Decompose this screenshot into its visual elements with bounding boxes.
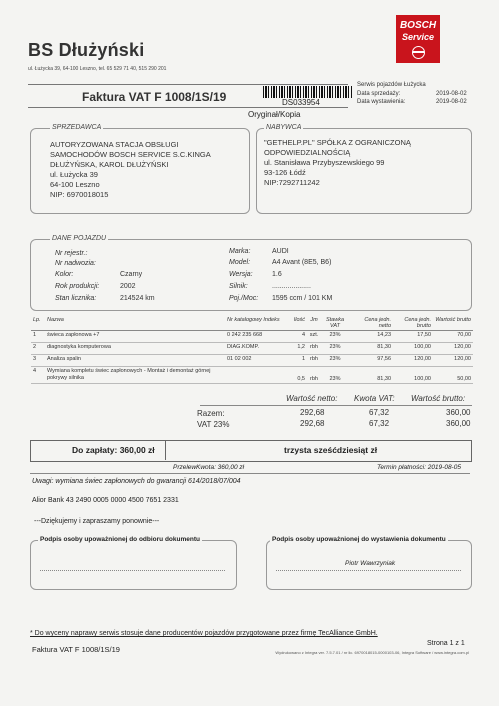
pricing-note: * Do wyceny naprawy serwis stosuje dane producentów pojazdów przygotowane przez firmę TecAlliance GmbH. [30, 630, 378, 637]
reg-number-label: Nr rejestr.: [55, 250, 88, 257]
service-place: Serwis pojazdów Łużycka [357, 82, 426, 88]
thanks-note: ---Dziękujemy i zapraszamy ponownie--- [34, 518, 160, 525]
col-unit: Jm [307, 316, 321, 331]
total-vat: 67,32 [369, 408, 390, 417]
color-label: Kolor: [55, 271, 74, 278]
issue-signature-label: Podpis osoby upoważnionej do wystawienia dokumentu [272, 536, 446, 543]
vehicle-label: DANE POJAZDU [52, 235, 107, 242]
payment-due: Termin płatności: 2019-08-05 [377, 464, 461, 471]
make-value: AUDI [272, 248, 289, 255]
color-value: Czarny [120, 271, 143, 278]
version-value: 1.6 [272, 271, 282, 278]
barcode [263, 86, 353, 98]
year-label: Rok produkcji: [55, 283, 100, 290]
gross-value-label: Wartość brutto: [411, 394, 466, 403]
company-address: ul. Łużycka 39, 64-100 Leszno, tel. 65 529 71 40, 515 290 201 [28, 66, 167, 72]
total-gross: 360,00 [446, 408, 471, 417]
engine-value: .................... [272, 283, 311, 290]
table-header-row [31, 316, 473, 331]
engine-label: Silnik: [229, 283, 248, 290]
buyer-label: NABYWCA [266, 124, 302, 131]
bosch-armature-icon [412, 46, 425, 59]
payment-box-divider [165, 440, 166, 460]
issue-date-label: Data wystawienia: [357, 99, 406, 105]
mileage-value: 214524 km [120, 295, 155, 302]
summary-divider [200, 405, 472, 406]
col-net-price: Cena jedn. netto [349, 316, 393, 331]
net-value-label: Wartość netto: [286, 394, 338, 403]
original-copy-label: Oryginał/Kopia [248, 110, 301, 119]
capacity-power-label: Poj./Moc: [229, 295, 259, 302]
table-row: 1 świeca zapłonowa +7 0 242 235 668 4 szt. 23% 14,23 17,50 70,00 [31, 331, 473, 343]
col-gross-value: Wartość brutto [433, 316, 473, 331]
items-table [31, 316, 473, 384]
footer-invoice-ref: Faktura VAT F 1008/1S/19 [32, 645, 120, 654]
remarks: Uwagi: wymiana świec zapłonowych do gwarancji 614/2018/07/004 [32, 478, 241, 485]
barcode-number: DS033954 [282, 98, 320, 107]
col-gross-price: Cena jedn. brutto [393, 316, 433, 331]
bank-account: Alior Bank 43 2490 0005 0000 4500 7651 2331 [32, 497, 179, 504]
issuer-name: Piotr Wawrzyniak [345, 560, 396, 567]
seller-label: SPRZEDAWCA [52, 124, 102, 131]
payment-divider [30, 473, 470, 474]
receive-signature-box [30, 540, 237, 590]
table-row: 3 Analiza spalin 01 02 002 1 rbh 23% 97,56 120,00 120,00 [31, 355, 473, 367]
mileage-label: Stan licznika: [55, 295, 97, 302]
year-value: 2002 [120, 283, 136, 290]
payment-amount: Kwota: 360,00 zł [196, 464, 245, 471]
rate-vat: 67,32 [369, 419, 390, 428]
company-name: BS Dłużyński [28, 40, 145, 60]
amount-due: Do zapłaty: 360,00 zł [72, 445, 155, 455]
vat-amount-label: Kwota VAT: [354, 394, 395, 403]
col-lp: Lp. [31, 316, 45, 331]
col-name: Nazwa [45, 316, 225, 331]
invoice-title: Faktura VAT F 1008/1S/19 [82, 90, 227, 104]
sale-date: 2019-08-02 [436, 91, 467, 97]
receive-signature-line [40, 570, 225, 571]
rate-gross: 360,00 [446, 419, 471, 428]
vat-rate-label: VAT 23% [197, 420, 230, 429]
receive-signature-label: Podpis osoby upoważnionej do odbioru dokumentu [40, 536, 200, 543]
table-row: 2 diagnostyka komputerowa DIAG.KOMP. 1,2 rbh 23% 81,30 100,00 120,00 [31, 343, 473, 355]
model-value: A4 Avant (8E5, B6) [272, 259, 332, 266]
seller-details: AUTORYZOWANA STACJA OBSŁUGI SAMOCHODÓW BOSCH SERVICE S.C.KINGA DŁUŻYŃSKA, KAROL DŁUŻYŃSKI ul. Łużycka 39 64-100 Leszno NIP: 6970018015 [50, 140, 211, 199]
col-catalog: Nr katalogowy Indeks [225, 316, 285, 331]
make-label: Marka: [229, 248, 251, 255]
capacity-power-value: 1595 ccm / 101 KM [272, 295, 333, 302]
vin-label: Nr nadwozia: [55, 260, 96, 267]
issue-date: 2019-08-02 [436, 99, 467, 105]
software-note: Wydrukowano z Integra ver. 7.5.7.01 / nr lic. 6970018015-0000103-06, Integra Software / www.integra.com.pl [275, 650, 469, 655]
payment-method: Przelew [173, 464, 197, 471]
version-label: Wersja: [229, 271, 253, 278]
buyer-details: "GETHELP.PL" SPÓŁKA Z OGRANICZONĄ ODPOWIEDZIALNOŚCIĄ ul. Stanisława Przybyszewskiego 99 93-126 Łódź NIP:7292711242 [264, 138, 411, 187]
amount-in-words: trzysta sześćdziesiąt zł [284, 445, 378, 455]
col-qty: Ilość [285, 316, 307, 331]
issue-signature-line [276, 570, 461, 571]
col-vat: Stawka VAT [321, 316, 349, 331]
table-row: 4 Wymiana kompletu świec zapłonowych - Montaż i demontaż górnej pokrywy silnika 0,5 rbh 23% 81,30 100,00 50,00 [33, 368, 471, 382]
model-label: Model: [229, 259, 251, 266]
rate-net: 292,68 [300, 419, 325, 428]
sale-date-label: Data sprzedaży: [357, 91, 401, 97]
bosch-service-logo: BOSCH Service [396, 15, 440, 63]
total-net: 292,68 [300, 408, 325, 417]
page-number: Strona 1 z 1 [427, 640, 465, 647]
total-label: Razem: [197, 409, 225, 418]
